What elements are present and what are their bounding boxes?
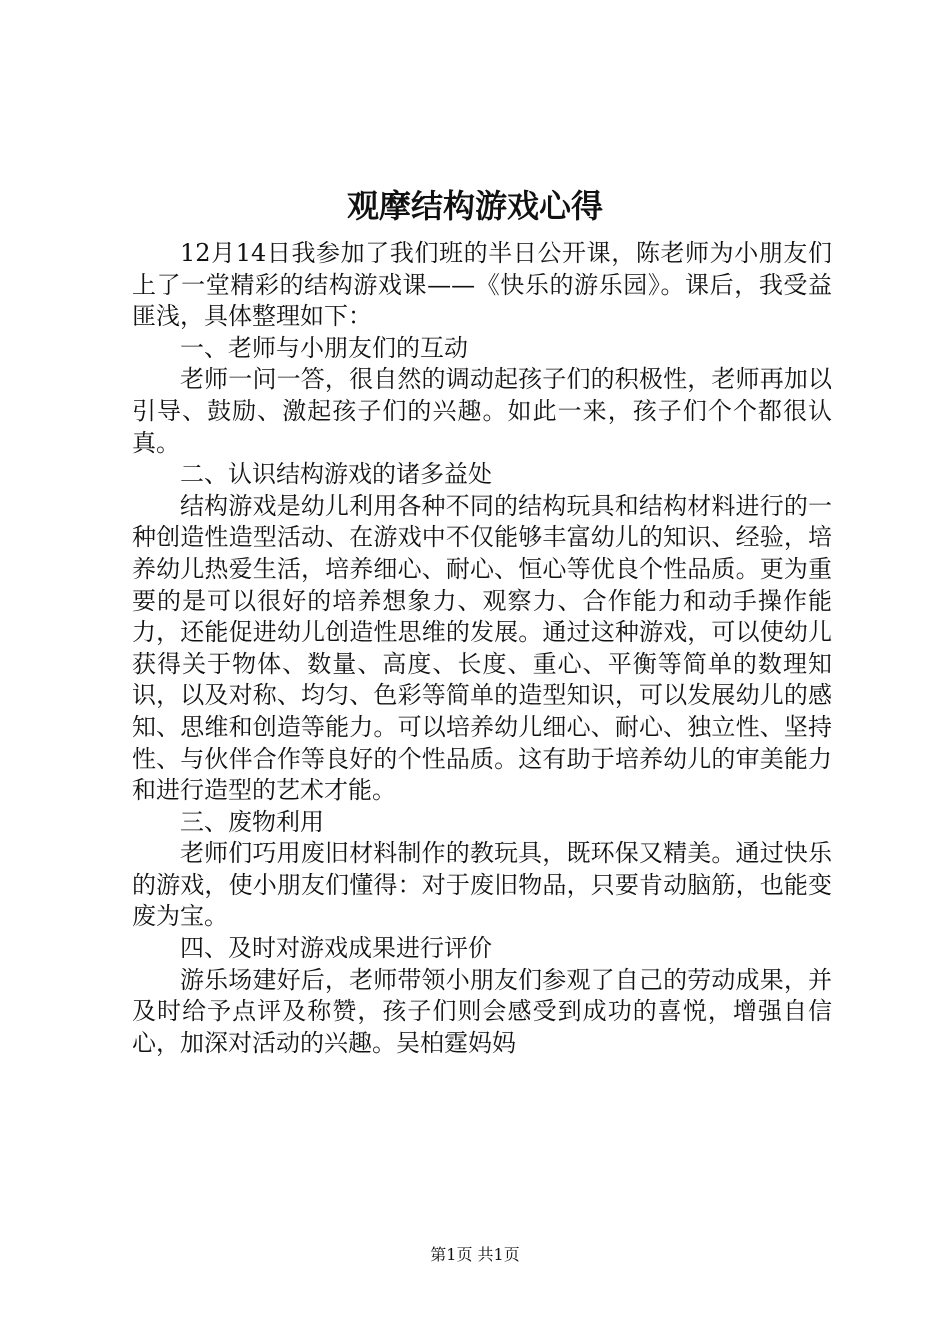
document-title: 观摩结构游戏心得 <box>346 187 603 225</box>
section-heading-2: 二、认识结构游戏的诸多益处 <box>180 460 492 489</box>
section-heading-1: 一、老师与小朋友们的互动 <box>180 333 468 362</box>
section-heading-4: 四、及时对游戏成果进行评价 <box>180 934 492 963</box>
section-heading-3: 三、废物利用 <box>180 807 324 836</box>
intro-paragraph: 12月14日我参加了我们班的半日公开课，陈老师为小朋友们上了一堂精彩的结构游戏课——《快乐的游乐园》。课后，我受益匪浅，具体整理如下： <box>132 239 832 331</box>
section-paragraph-1: 老师一问一答，很自然的调动起孩子们的积极性，老师再加以引导、鼓励、激起孩子们的兴趣。如此一来，孩子们个个都很认真。 <box>132 365 832 457</box>
section-paragraph-3: 老师们巧用废旧材料制作的教玩具，既环保又精美。通过快乐的游戏，使小朋友们懂得：对于废旧物品，只要肯动脑筋，也能变废为宝。 <box>132 839 832 931</box>
document-body <box>132 238 832 1059</box>
page-footer: 第1页 共1页 <box>430 1245 520 1264</box>
section-paragraph-4: 游乐场建好后，老师带领小朋友们参观了自己的劳动成果，并及时给予点评及称赞，孩子们则会感受到成功的喜悦，增强自信心，加深对活动的兴趣。吴柏霆妈妈 <box>132 965 832 1057</box>
section-paragraph-2: 结构游戏是幼儿利用各种不同的结构玩具和结构材料进行的一种创造性造型活动、在游戏中不仅能够丰富幼儿的知识、经验，培养幼儿热爱生活，培养细心、耐心、恒心等优良个性品质。更为重要的是可以很好的培养想象力、观察力、合作能力和动手操作能力，还能促进幼儿创造性思维的发展。通过这种游戏，可以使幼儿获得关于物体、数量、高度、长度、重心、平衡等简单的数理知识，以及对称、均匀、色彩等简单的造型知识，可以发展幼儿的感知、思维和创造等能力。可以培养幼儿细心、耐心、独立性、坚持性、与伙伴合作等良好的个性品质。这有助于培养幼儿的审美能力和进行造型的艺术才能。 <box>132 491 832 805</box>
